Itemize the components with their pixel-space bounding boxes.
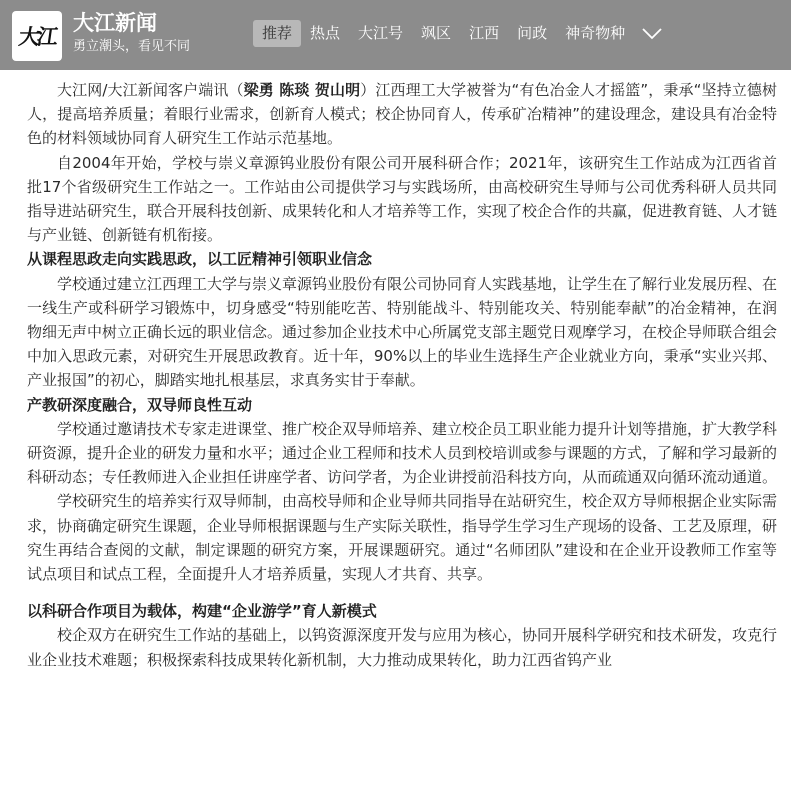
main-nav [253,20,662,47]
intro-suffix: ）江西理工大学被誉为“有色冶金人才摇篮”，秉承“坚持立德树人，提高培养质量；着眼行业需求，创新育人模式；校企协同育人，传承矿冶精神”的建设理念，建设具有冶金特色的材料领域协同育人研究生工作站示范基地。 [27,81,777,148]
nav-item-hot[interactable]: 热点 [310,24,341,42]
article-authors: 梁勇 陈琰 贺山明 [243,81,361,99]
site-header [0,0,791,70]
chevron-down-icon[interactable] [642,24,662,44]
nav-item-wenzheng[interactable]: 问政 [517,24,548,42]
brand-block [73,9,190,56]
nav-item-saqu[interactable]: 飒区 [421,24,452,42]
nav-item-species[interactable]: 神奇物种 [565,24,626,42]
section-heading: 产教研深度融合，双导师良性互动 [27,395,253,414]
section-heading: 以科研合作项目为载体，构建“企业游学”育人新模式 [27,602,377,621]
site-logo[interactable] [12,11,62,61]
brand-slogan: 勇立潮头，看见不同 [73,39,191,54]
article-paragraph: 自2004年开始，学校与崇义章源钨业股份有限公司开展科研合作；2021年，该研究生工作站成为江西省首批17个省级研究生工作站之一。工作站由公司提供学习与实践场所，由高校研究生导师与公司优秀科研人员共同指导进站研究生，联合开展科技创新、成果转化和人才培养等工作，实现了校企合作的共赢，促进教育链、人才链与产业链、创新链有机衔接。 [27,153,778,245]
logo-text: 大江 [17,24,57,49]
nav-item-jiangxi[interactable]: 江西 [469,24,500,42]
nav-item-dajianghao[interactable]: 大江号 [358,24,404,42]
article-body [0,70,791,672]
brand-title[interactable]: 大江新闻 [73,11,157,35]
intro-prefix: 大江网/大江新闻客户端讯（ [57,81,244,99]
article-paragraph: 学校通过建立江西理工大学与崇义章源钨业股份有限公司协同育人实践基地，让学生在了解行业发展历程、在一线生产或科研学习锻炼中，切身感受“特别能吃苦、特别能战斗、特别能攻关、特别能奉献”的冶金精神，在润物细无声中树立正确长远的职业信念。通过参加企业技术中心所属党支部主题党日观摩学习，在校企导师联合组会中加入思政元素，对研究生开展思政教育。近十年，90%以上的毕业生选择生产企业就业方向，秉承“实业兴邦、产业报国”的初心，脚踏实地扎根基层，求真务实甘于奉献。 [27,274,778,390]
section-heading: 从课程思政走向实践思政，以工匠精神引领职业信念 [27,250,373,269]
article-paragraph: 学校研究生的培养实行双导师制，由高校导师和企业导师共同指导在站研究生，校企双方导师根据企业实际需求，协商确定研究生课题，企业导师根据课题与生产实际关联性，指导学生学习生产现场的设备、工艺及原理，研究生再结合查阅的文献，制定课题的研究方案，开展课题研究。通过“名师团队”建设和在企业开设教师工作室等试点项目和试点工程，全面提升人才培养质量，实现人才共育、共享。 [27,492,778,584]
nav-item-recommend[interactable]: 推荐 [253,20,301,47]
article-paragraph: 学校通过邀请技术专家走进课堂、推广校企双导师培养、建立校企员工职业能力提升计划等措施，扩大教学科研资源，提升企业的研发力量和水平；通过企业工程师和技术人员到校培训或参与课题的方式，了解和学习最新的科研动态；专任教师进入企业担任讲座学者、访问学者，为企业讲授前沿科技方向，从而疏通双向循环流动通道。 [27,419,778,487]
article-paragraph-intro [27,78,777,151]
article-paragraph: 校企双方在研究生工作站的基础上，以钨资源深度开发与应用为核心，协同开展科学研究和技术研发，攻克行业企业技术难题；积极探索科技成果转化新机制，大力推动成果转化，助力江西省钨产业 [27,626,778,669]
